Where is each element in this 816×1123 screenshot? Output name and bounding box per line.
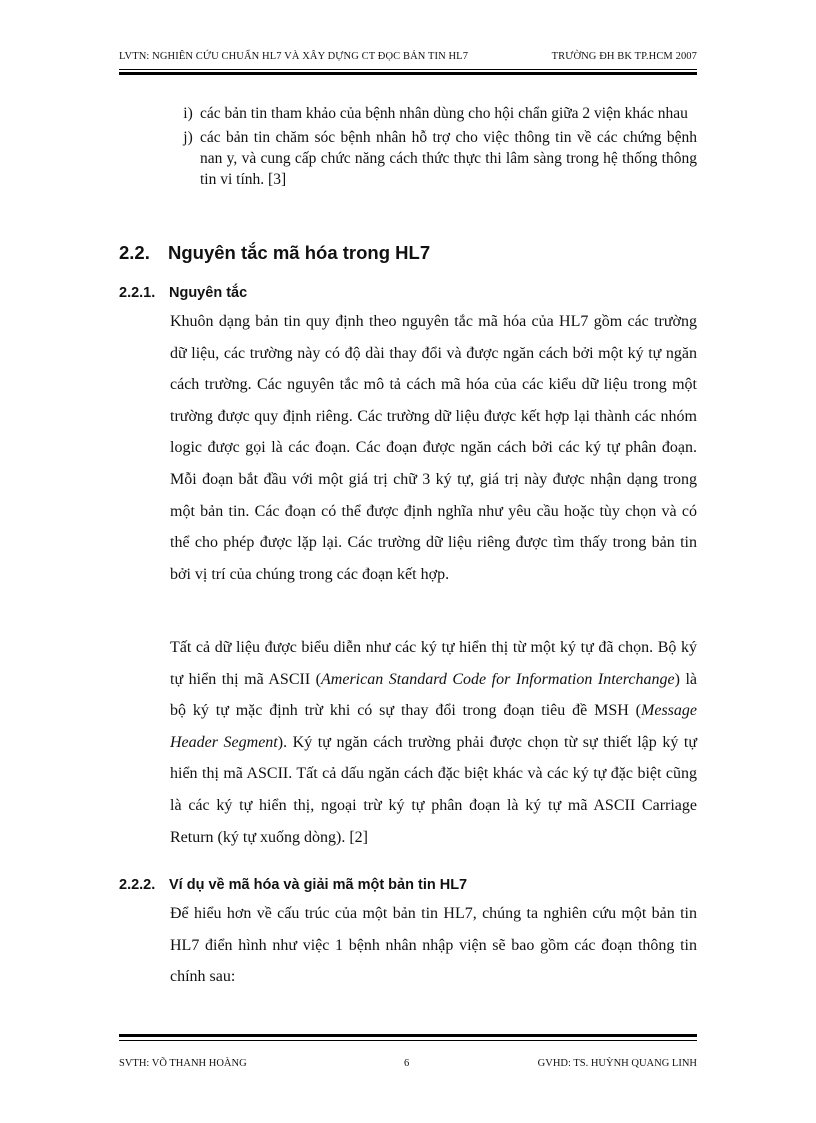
paragraph-italic: Message Header Segment [170, 702, 697, 751]
paragraph: Để hiểu hơn về cấu trúc của một bản tin HL7, chúng ta nghiên cứu một bản tin HL7 điển hình như việc 1 bệnh nhân nhập viện sẽ bao gồm các đoạn thông tin chính sau: [170, 905, 697, 986]
subsection-number: 2.2.2. [119, 877, 156, 893]
list-marker: i) [183, 105, 193, 122]
paragraph-text: ) là bộ ký tự mặc định trừ khi có sự thay đổi trong đoạn tiêu đề MSH ( [170, 670, 698, 720]
list-item-text: các bản tin chăm sóc bệnh nhân hỗ trợ cho việc thông tin về các chứng bệnh nan y, và cung cấp chức năng cách thức thực thi lâm sàng trong hệ thống thông tin vi tính. [3] [200, 129, 697, 188]
continued-list [170, 103, 697, 193]
paragraph: Khuôn dạng bản tin quy định theo nguyên tắc mã hóa của HL7 gồm các trường dữ liệu, các trường này có độ dài thay đổi và được ngăn cách bởi một ký tự ngăn cách trường. Các nguyên tắc mô tả cách mã hóa của các kiểu dữ liệu trong một trường được quy định riêng. Các trường dữ liệu được kết hợp lại thành các nhóm logic được gọi là các đoạn. Các đoạn được ngăn cách bởi các ký tự phân đoạn. Mỗi đoạn bắt đầu với một giá trị chữ 3 ký tự, giá trị này được nhận dạng trong một bản tin. Các đoạn có thể được định nghĩa như yêu cầu hoặc tùy chọn và có thể cho phép được lặp lại. Các trường dữ liệu riêng được tìm thấy trong bản tin bởi vị trí của chúng trong các đoạn kết hợp. [170, 313, 697, 583]
header-left-text: LVTN: NGHIÊN CỨU CHUẨN HL7 VÀ XÂY DỰNG CT ĐỌC BẢN TIN HL7 [119, 51, 469, 62]
section-heading [119, 242, 430, 264]
list-marker: j) [183, 129, 193, 146]
page-number: 6 [404, 1058, 410, 1069]
header-right-text: TRƯỜNG ĐH BK TP.HCM 2007 [551, 51, 697, 62]
paragraph-text: Tất cả dữ liệu được biểu diễn như các ký tự hiển thị từ một ký tự đã chọn. Bộ ký tự hiển thị mã ASCII ( [170, 639, 697, 688]
paragraph-text: ). Ký tự ngăn cách trường phải được chọn từ sự thiết lập ký tự hiển thị mã ASCII. Tất cả dấu ngăn cách đặc biệt khác và các ký tự đặc biệt cũng là các ký tự hiển thị, ngoại trừ ký tự phân đoạn là ký tự mã ASCII Carriage Return (ký tự xuống dòng). [2] [170, 733, 698, 846]
section-number: 2.2. [119, 242, 150, 263]
page-header [119, 51, 697, 65]
footer-rule-thin [119, 1040, 697, 1041]
list-item [170, 103, 697, 124]
paragraph-italic: American Standard Code for Information Interchange [321, 670, 675, 688]
footer-student: SVTH: VÕ THANH HOÀNG [119, 1058, 247, 1069]
list-item-text: các bản tin tham khảo của bệnh nhân dùng cho hội chẩn giữa 2 viện khác nhau [200, 105, 688, 122]
page-footer [119, 1058, 697, 1072]
subsection-heading [119, 285, 247, 301]
footer-advisor: GVHD: TS. HUỲNH QUANG LINH [537, 1058, 697, 1069]
section-title: Nguyên tắc mã hóa trong HL7 [168, 242, 431, 263]
subsection-number: 2.2.1. [119, 285, 156, 301]
header-rule-thin [119, 69, 697, 70]
header-rule-thick [119, 72, 697, 75]
subsection-heading [119, 877, 467, 893]
subsection-title: Nguyên tắc [169, 285, 248, 301]
paragraph [170, 632, 697, 853]
list-item [170, 127, 697, 190]
footer-rule-thick [119, 1034, 697, 1037]
subsection-title: Ví dụ về mã hóa và giải mã một bản tin HL7 [169, 877, 468, 893]
